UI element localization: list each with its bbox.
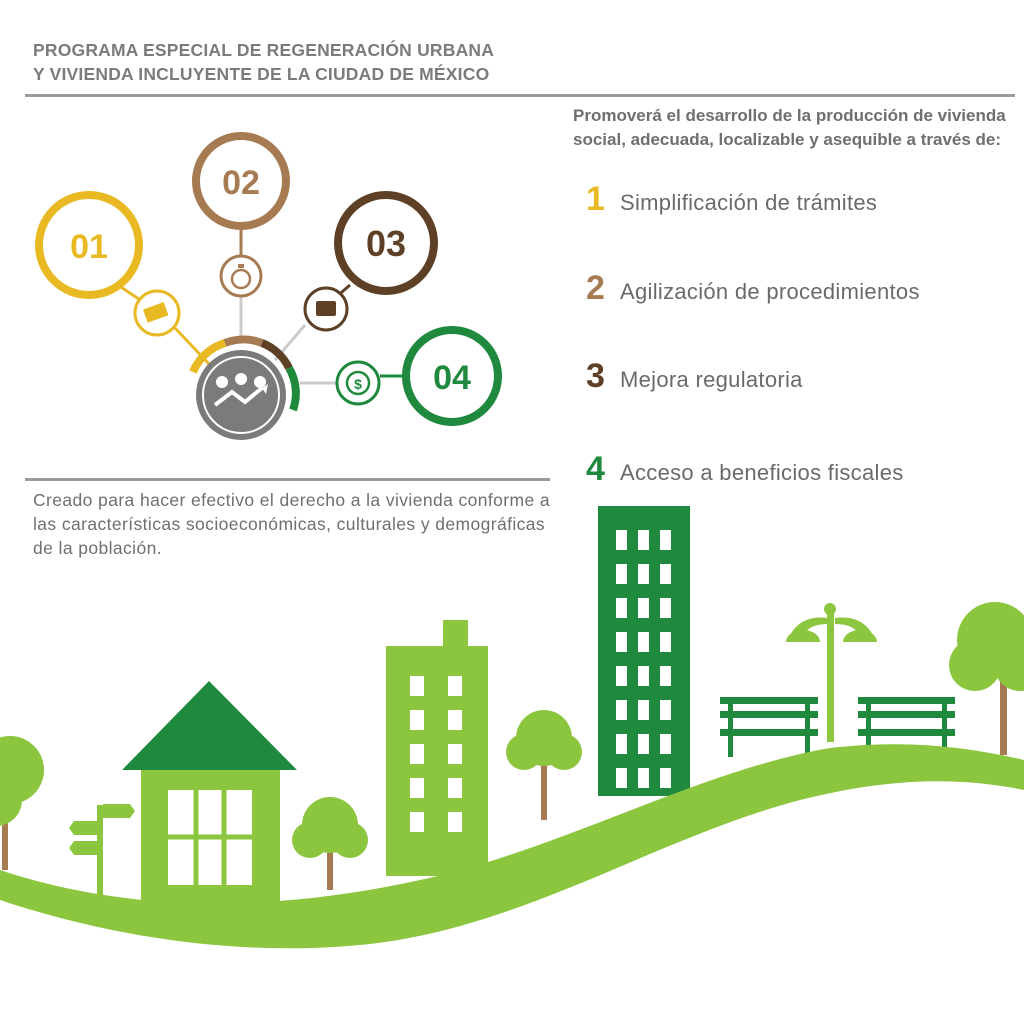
tree xyxy=(506,710,582,820)
bench xyxy=(720,697,818,757)
item-label: Acceso a beneficios fiscales xyxy=(620,460,904,485)
medium-building xyxy=(386,620,488,876)
page-title: PROGRAMA ESPECIAL DE REGENERACIÓN URBANA Y VIVIENDA INCLUYENTE DE LA CIUDAD DE MÉXICO xyxy=(33,40,495,84)
item-number: 4 xyxy=(586,450,605,488)
badge-label: 03 xyxy=(365,223,407,264)
item-number: 1 xyxy=(586,180,605,218)
badge-label: 02 xyxy=(222,164,260,202)
item-number: 3 xyxy=(586,357,605,395)
tree xyxy=(0,736,44,870)
intro-text: Promoverá el desarrollo de la producción de vivienda social, adecuada, localizable y asequible a través de: xyxy=(573,106,1006,149)
description-text: Creado para hacer efectivo el derecho a la vivienda conforme a las características socioeconómicas, culturales y demográficas de la población. xyxy=(33,490,551,558)
street-lamp xyxy=(786,603,877,742)
svg-text:$: $ xyxy=(354,376,362,392)
tree xyxy=(949,602,1024,755)
tall-building xyxy=(598,506,690,796)
item-label: Mejora regulatoria xyxy=(620,367,803,392)
item-label: Simplificación de trámites xyxy=(620,190,878,215)
item-number: 2 xyxy=(586,269,605,307)
badge-label: 04 xyxy=(433,359,471,397)
signpost xyxy=(69,804,135,900)
tree xyxy=(292,797,368,890)
house xyxy=(122,681,297,910)
item-label: Agilización de procedimientos xyxy=(620,279,920,304)
badge-label: 01 xyxy=(70,228,108,266)
